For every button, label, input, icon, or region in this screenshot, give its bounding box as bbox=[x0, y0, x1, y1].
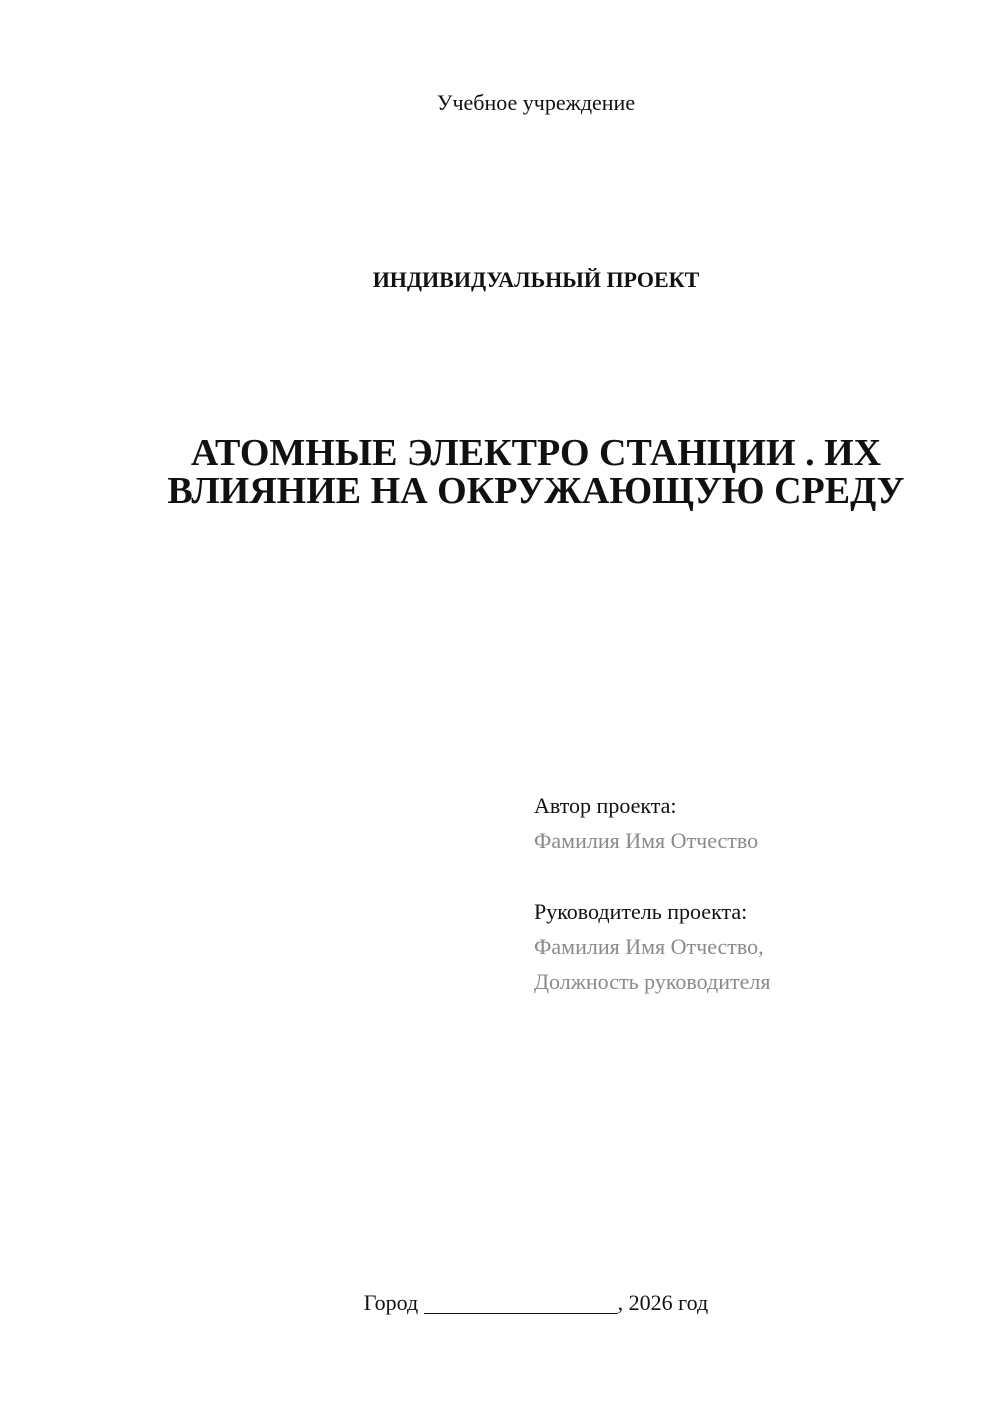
author-name: Фамилия Имя Отчество bbox=[534, 828, 759, 853]
author-label: Автор проекта: bbox=[534, 793, 677, 818]
supervisor-position: Должность руководителя bbox=[534, 969, 771, 994]
city-year-line bbox=[0, 1290, 1000, 1316]
project-title bbox=[0, 434, 1000, 510]
supervisor-label: Руководитель проекта: bbox=[534, 899, 748, 924]
supervisor-name: Фамилия Имя Отчество, bbox=[534, 934, 764, 959]
info-spacer bbox=[534, 858, 770, 894]
project-type-heading: ИНДИВИДУАЛЬНЫЙ ПРОЕКТ bbox=[372, 267, 700, 292]
year-label: , 2026 год bbox=[617, 1290, 709, 1315]
institution-name: Учебное учреждение bbox=[436, 90, 636, 115]
project-info-block bbox=[534, 788, 770, 999]
project-title-line-1: АТОМНЫЕ ЭЛЕКТРО СТАНЦИИ . ИХ bbox=[190, 432, 882, 474]
project-title-line-2: ВЛИЯНИЕ НА ОКРУЖАЮЩУЮ СРЕДУ bbox=[167, 470, 905, 512]
city-label: Город bbox=[363, 1290, 419, 1315]
city-blank-line bbox=[424, 1293, 618, 1314]
